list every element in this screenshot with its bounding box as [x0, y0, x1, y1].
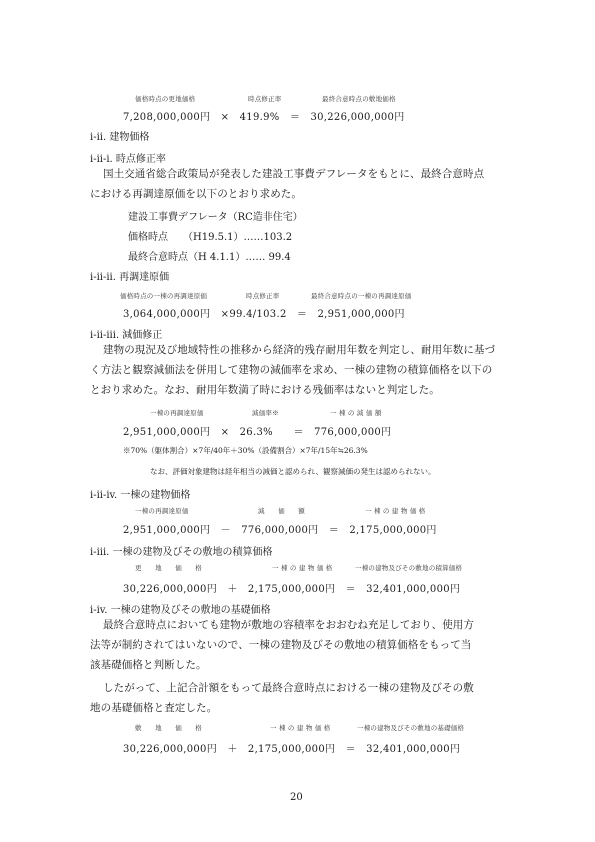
deflator-row-final-date: 最終合意時点（H 4.1.1）…… 99.4: [128, 252, 291, 263]
para-depreciation-line-3: とおり求めた。なお、耐用年数満了時における残価率はないと判定した。: [90, 384, 440, 396]
heading-base-price: i-iv. 一棟の建物及びその敷地の基礎価格: [90, 605, 271, 616]
b2-calculation: 3,064,000,000円 ×99.4/103.2 ＝ 2,951,000,000円: [123, 309, 405, 320]
para-base-price-line-3: 該基礎価格と判断した。: [90, 659, 207, 671]
heading-depreciation: i-ii-iii. 減価修正: [90, 330, 163, 341]
b4-caption-3: 一 棟 の 建 物 価 格: [365, 507, 426, 515]
para-depreciation-line-2: く方法と観察減価法を併用して建物の減価率を求め、一棟の建物の積算価格を以下の: [90, 364, 493, 376]
b4-caption-2: 減 価 額: [258, 507, 305, 515]
b2-caption-3: 最終合意時点の一棟の再調達原価: [311, 292, 412, 300]
deflator-row-price-date: 価格時点 （H19.5.1）……103.2: [128, 232, 293, 243]
para-depreciation-line-1: 建物の現況及び地域特性の推移から経済的残存耐用年数を判定し、耐用年数に基づ: [103, 344, 496, 356]
heading-replacement-cost: i-ii-ii. 再調達原価: [90, 272, 170, 283]
heading-building-price: i-ii. 建物価格: [90, 132, 150, 143]
heading-time-adjustment: i-ii-i. 時点修正率: [90, 154, 166, 165]
b6-caption-3: 一棟の建物及びその敷地の基礎価格: [357, 724, 465, 732]
deflator-title: 建設工事費デフレータ（RC造非住宅）: [128, 212, 303, 223]
page-number: 20: [290, 792, 303, 803]
para-conclusion-line-1: したがって、上記合計額をもって最終合意時点における一棟の建物及びその敷: [103, 682, 474, 694]
b6-calculation: 30,226,000,000円 ＋ 2,175,000,000円 ＝ 32,401,000,000円: [123, 744, 461, 755]
para-base-price-line-2: 法等が制約されてはいないので、一棟の建物及びその敷地の積算価格をもって当: [90, 639, 472, 651]
b1-caption-1: 価格時点の更地価格: [135, 95, 196, 103]
b2-caption-2: 時点修正率: [246, 292, 280, 300]
b5-caption-3: 一棟の建物及びその敷地の積算価格: [355, 564, 463, 572]
para-time-adjustment-line-1: 国土交通省総合政策局が発表した建設工事費デフレータをもとに、最終合意時点: [103, 168, 485, 180]
b1-calculation: 7,208,000,000円 × 419.9% ＝ 30,226,000,000円: [123, 112, 405, 123]
para-time-adjustment-line-2: における再調達原価を以下のとおり求めた。: [90, 188, 302, 200]
b5-caption-2: 一 棟 の 建 物 価 格: [272, 564, 333, 572]
b6-caption-2: 一 棟 の 建 物 価 格: [270, 724, 331, 732]
b3-caption-2: 減価率※: [252, 409, 279, 417]
b3-caption-1: 一棟の再調達原価: [150, 409, 204, 417]
b2-caption-1: 価格時点の一棟の再調達原価: [120, 292, 208, 300]
b1-caption-2: 時点修正率: [248, 95, 282, 103]
b3-caption-3: 一 棟 の 減 価 額: [330, 409, 382, 417]
b5-calculation: 30,226,000,000円 ＋ 2,175,000,000円 ＝ 32,401,000,000円: [123, 584, 461, 595]
b3-note-formula: ※70%（躯体割合）×7年/40年＋30%（設備割合）×7年/15年≒26.3%: [123, 446, 368, 455]
b3-calculation: 2,951,000,000円 × 26.3% ＝ 776,000,000円: [123, 427, 392, 438]
b4-caption-1: 一棟の再調達原価: [135, 507, 189, 515]
b3-note-observation: なお、評価対象建物は経年相当の減価と認められ、観察減価の発生は認められない。: [150, 467, 436, 476]
b5-caption-1: 更 地 価 格: [135, 564, 202, 572]
b1-caption-3: 最終合意時点の敷地価格: [322, 95, 396, 103]
para-base-price-line-1: 最終合意時点においても建物が敷地の容積率をおおむね充足しており、使用方: [103, 619, 474, 631]
heading-integrated-price: i-iii. 一棟の建物及びその敷地の積算価格: [90, 547, 273, 558]
b6-caption-1: 敷 地 価 格: [135, 724, 202, 732]
heading-building-value: i-ii-iv. 一棟の建物価格: [90, 490, 191, 501]
para-conclusion-line-2: 地の基礎価格と査定した。: [90, 702, 218, 714]
b4-calculation: 2,951,000,000円 － 776,000,000円 ＝ 2,175,000,000円: [123, 525, 437, 536]
